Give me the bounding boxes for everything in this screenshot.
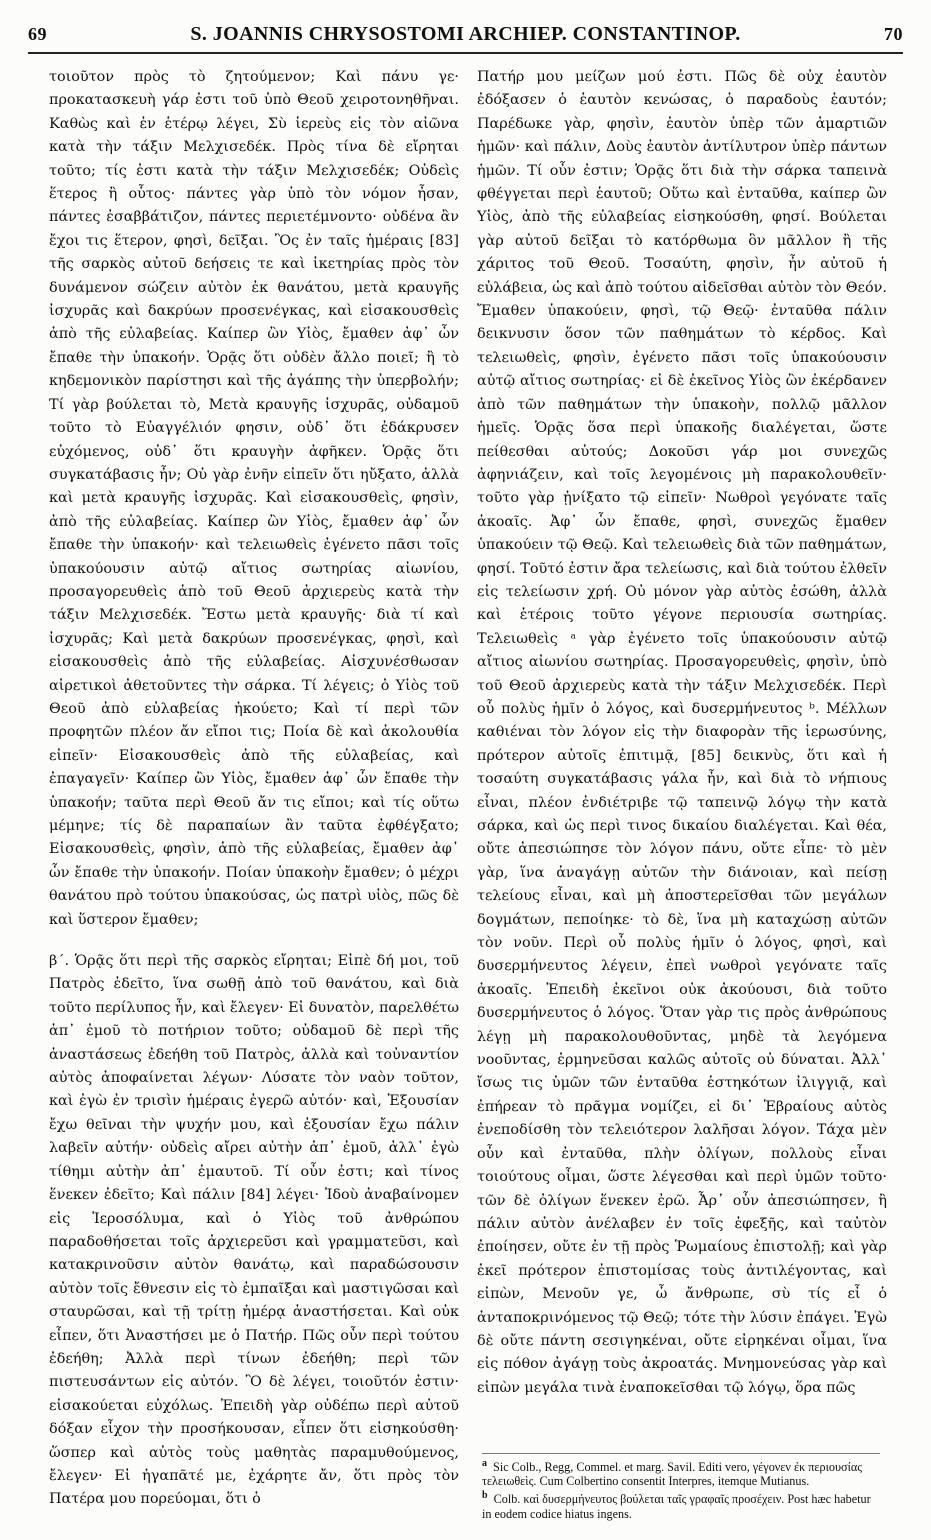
- page-number-right: 70: [884, 23, 903, 44]
- right-text-column: [477, 66, 887, 1481]
- section-spacer: [49, 932, 459, 950]
- right-paragraph: Πατήρ μου μείζων μού ἐστι. Πῶς δὲ οὐχ ἑαυτὸν ἐδόξασεν ὁ ἑαυτὸν κενώσας, ὁ παραδοὺς ἑαυτόν; Παρέδωκε γὰρ, φησὶν, ἑαυτὸν ὑπὲρ τῶν ἁμαρτιῶν ἡμῶν· καὶ πάλιν, Δοὺς ἑαυτὸν ἀντίλυτρον ὑπὲρ πάντων ἡμῶν. Τί οὖν ἐστιν; Ὁρᾷς ὅτι διὰ τὴν σάρκα ταπεινὰ φθέγγεται περὶ ἑαυτοῦ; Οὕτω καὶ ἐνταῦθα, καίπερ ὢν Υἱὸς, ἀπὸ τῆς εὐλαβείας εἰσηκούσθη, φησί. Βούλεται γὰρ αὐτοῦ δεῖξαι τὸ κατόρθωμα ὃν μᾶλλον ἢ τῆς χάριτος τοῦ Θεοῦ. Τοσαύτη, φησὶν, ἦν αὐτοῦ ἡ εὐλάβεια, ὡς καὶ ἀπὸ τούτου αἰδεῖσθαι αὐτὸν τὸν Θεόν. Ἔμαθεν ὑπακούειν, φησὶ, τῷ Θεῷ· ἐνταῦθα πάλιν δεικνυσιν ὅσον τῶν παθημάτων τὸ κέρδος. Καὶ τελειωθεὶς, φησὶν, ἐγένετο πᾶσι τοῖς ὑπακούουσιν αὐτῷ αἴτιος σωτηρίας· εἰ δὲ ἐκεῖνος Υἱὸς ὢν ἐκέρδανεν ἀπὸ τῶν παθημάτων τὴν ὑπακοὴν, πολλῷ μᾶλλον ἡμεῖς. Ὁρᾷς ὅσα περὶ ὑπακοῆς διαλέγεται, ὥστε πείθεσθαι αὐτούς; Δοκοῦσι γάρ μοι συνεχῶς ἀφηνιάζειν, καὶ τοῖς λεγομένοις μὴ παρακολουθεῖν· τοῦτο γὰρ ᾐνίξατο τῷ εἰπεῖν· Νωθροὶ γεγόνατε ταῖς ἀκοαῖς. Ἀφ᾽ ὧν ἔπαθε, φησὶ, συνεχῶς ἔμαθεν ὑπακούειν τῷ Θεῷ. Καὶ τελειωθεὶς διὰ τῶν παθημάτων, φησί. Τοῦτό ἐστιν ἄρα τελείωσις, καὶ διὰ τούτου ἐλθεῖν εἰς τελείωσιν χρή. Οὐ μόνον γὰρ αὐτὸς ἐσώθη, ἀλλὰ καὶ ἑτέροις τοῦτο γέγονε περιουσία σωτηρίας. Τελειωθεὶς ᵃ γὰρ ἐγένετο τοῖς ὑπακούουσιν αὐτῷ αἴτιος αἰωνίου σωτηρίας. Προσαγορευθεὶς, φησὶν, ὑπὸ τοῦ Θεοῦ ἀρχιερεὺς κατὰ τὴν τάξιν Μελχισεδέκ. Περὶ οὗ πολὺς ἡμῖν ὁ λόγος, καὶ δυσερμήνευτος ᵇ. Μέλλων καθιέναι τὸν λόγον εἰς τὴν διαφορὰν τῆς ἱερωσύνης, πρότερον αὐτοῖς ἐπιτιμᾷ, [85] δεικνὺς, ὅτι καὶ ἡ τοσαύτη συγκατάβασις γάλα ἦν, καὶ διὰ τὸ νήπιους εἶναι, πλέον ἐνδιέτριβε τῷ ταπεινῷ λόγῳ τὴν κατὰ σάρκα, καὶ ὡς περὶ τινος δικαίου διαλέγεται. Καὶ θέα, οὔτε ἀπεσιώπησε τὸν λόγον πάνυ, οὔτε εἶπε· τὸ μὲν γὰρ, ἵνα ἀναγάγῃ αὐτῶν τὴν διάνοιαν, καὶ πείσῃ τελείους εἶναι, καὶ μὴ ἀποστερεῖσθαι τῶν μεγάλων δογμάτων, πεποίηκε· τὸ δὲ, ἵνα μὴ καταχώσῃ αὐτῶν τὸν νοῦν. Περὶ οὗ πολὺς ἡμῖν ὁ λόγος, φησὶ, καὶ δυσερμήνευτος λέγειν, ἐπεὶ νωθροὶ γεγόνατε ταῖς ἀκοαῖς. Ἐπειδὴ ἐκεῖνοι οὐκ ἀκούουσι, διὰ τοῦτο δυσερμήνευτος ὁ λόγος. Ὅταν γὰρ τις πρὸς ἀνθρώπους λέγῃ μὴ παρακολουθοῦντας, μηδὲ τὰ λεγόμενα νοοῦντας, ἑρμηνεῦσαι καλῶς αὐτοῖς οὐ δύναται. Ἀλλ᾽ ἴσως τις ὑμῶν τῶν ἐνταῦθα ἑστηκότων ἰλιγγιᾷ, καὶ ἐπήρεαν τὸ πρᾶγμα νομίζει, εἰ δι᾽ Ἑβραίους αὐτὸς ἐνεποδίσθη τὸν τελειότερον λαλῆσαι λόγον. Τάχα μὲν οὖν καὶ ἐνταῦθα, πλὴν ὀλίγων, πολλοὺς εἶναι τοιούτους οἶμαι, ὥστε λέγεσθαι καὶ περὶ ὑμῶν τοῦτο· τῶν δὲ ὀλίγων ἕνεκεν ἐρῶ. Ἆρ᾽ οὖν ἀπεσιώπησεν, ἢ πάλιν αὐτὸν ἀνέλαβεν ἐν τοῖς ἐφεξῆς, καὶ ταὐτὸν ἐποίησεν, οὔτε ἐν τῇ πρὸς Ῥωμαίους ἐπιστολῇ; καὶ γὰρ ἐκεῖ πρότερον ἐπιστομίσας τοὺς ἀντιλέγοντας, καὶ εἰπὼν, Μενοῦν γε, ὦ ἄνθρωπε, σὺ τίς εἶ ὁ ἀνταποκρινόμενος τῷ Θεῷ; τότε τὴν λύσιν ἐπάγει. Ἐγὼ δὲ οὔτε πάντη σεσιγηκέναι, οὔτε εἰρηκέναι οἶμαι, ἵνα εἰς πόθον ἀγάγῃ τοὺς ἀκροατάς. Μνημονεύσας γὰρ καὶ εἰπὼν μεγάλα τινὰ ἐναποκεῖσθαι τῷ λόγῳ, ὅρα πῶς: [477, 69, 887, 1396]
- left-paragraph: β΄. Ὁρᾷς ὅτι περὶ τῆς σαρκὸς εἴρηται; Εἰπὲ δή μοι, τοῦ Πατρὸς ἐδεῖτο, ἵνα σωθῇ ἀπὸ τοῦ θανάτου, καὶ διὰ τοῦτο περίλυπος ἦν, καὶ ἔλεγεν· Εἰ δυνατὸν, παρελθέτω ἀπ᾽ ἐμοῦ τὸ ποτήριον τοῦτο; οὐδαμοῦ δὲ περὶ τῆς ἀναστάσεως ἐδεήθη τοῦ Πατρὸς, ἀλλὰ καὶ τοὐναντίον αὐτὸς ἀποφαίνεται λέγων· Λύσατε τὸν ναὸν τοῦτον, καὶ ἐγὼ ἐν τρισὶν ἡμέραις ἐγερῶ αὐτόν· καὶ, Ἐξουσίαν ἔχω θεῖναι τὴν ψυχήν μου, καὶ ἐξουσίαν ἔχω πάλιν λαβεῖν αὐτήν· οὐδεὶς αἴρει αὐτὴν ἀπ᾽ ἐμοῦ, ἀλλ᾽ ἐγὼ τίθημι αὐτὴν ἀπ᾽ ἐμαυτοῦ. Τί οὖν ἐστι; καὶ τίνος ἕνεκεν ἐδεῖτο; Καὶ πάλιν [84] λέγει· Ἰδοὺ ἀναβαίνομεν εἰς Ἱεροσόλυμα, καὶ ὁ Υἱὸς τοῦ ἀνθρώπου παραδοθήσεται τοῖς ἀρχιερεῦσι καὶ γραμματεῦσι, καὶ κατακρινοῦσιν αὐτὸν θανάτῳ, καὶ παραδώσουσιν αὐτὸν τοῖς ἔθνεσιν εἰς τὸ ἐμπαῖξαι καὶ μαστιγῶσαι καὶ σταυρῶσαι, καὶ τῇ τρίτῃ ἡμέρᾳ ἀναστήσεται. Καὶ οὐκ εἶπεν, ὅτι Ἀναστήσει με ὁ Πατήρ. Πῶς οὖν περὶ τούτου ἐδεήθη; Ἀλλὰ περὶ τίνων ἐδεήθη; περὶ τῶν πιστευσάντων εἰς αὐτόν. Ὃ δὲ λέγει, τοιοῦτόν ἐστιν· εἰσακούεται εὐχόλως. Ἐπειδὴ γὰρ οὐδέπω περὶ αὐτοῦ δόξαν εἶχον τὴν προσήκουσαν, εἶπεν ὅτι εἰσηκούσθη· ὥσπερ καὶ αὐτὸς τοὺς μαθητὰς παραμυθούμενος, ἔλεγεν· Εἰ ἠγαπᾶτέ με, ἐχάρητε ἄν, ὅτι πρὸς τὸν Πατέρα μου πορεύομαι, ὅτι ὁ: [49, 953, 459, 1508]
- footnote-mark-b: b: [482, 1490, 488, 1502]
- footnote-a: [482, 1457, 880, 1488]
- footnote-text-a: Sic Colb., Regg, Commel. et marg. Savil. Editi vero, γέγονεν ἐκ περιουσίας τελειωθεὶς. Cum Colbertino consentit Interpres, itemque Mutianus.: [482, 1460, 863, 1489]
- left-text-column: [49, 66, 459, 1526]
- left-paragraph: τοιοῦτον πρὸς τὸ ζητούμενον; Καὶ πάνυ γε· προκατασκευὴ γάρ ἐστι τοῦ ὑπὸ Θεοῦ χειροτονηθῆναι. Καθὼς καὶ ἐν ἑτέρῳ λέγει, Σὺ ἱερεὺς εἰς τὸν αἰῶνα κατὰ τὴν τάξιν Μελχισεδέκ. Πρὸς τίνα δὲ εἴρηται τοῦτο; τίς ἐστι κατὰ τὴν τάξιν Μελχισεδέκ; Οὐδεὶς ἕτερος ἢ οὗτος· πάντες γὰρ ὑπὸ τὸν νόμον ἦσαν, πάντες ἐσαββάτιζον, πάντες περιετέμνοντο· οὐδένα ἂν ἔχοι τις ἕτερον, φησὶ, δεῖξαι. Ὃς ἐν ταῖς ἡμέραις [83] τῆς σαρκὸς αὐτοῦ δεήσεις τε καὶ ἱκετηρίας πρὸς τὸν δυνάμενον σώζειν αὐτὸν ἐκ θανάτου, μετὰ κραυγῆς ἰσχυρᾶς καὶ δακρύων προσενέγκας, καὶ εἰσακουσθεὶς ἀπὸ τῆς εὐλαβείας. Καίπερ ὢν Υἱὸς, ἔμαθεν ἀφ᾽ ὧν ἔπαθε τὴν ὑπακοήν. Ὁρᾷς ὅτι οὐδὲν ἄλλο ποιεῖ; ἢ τὸ κηδεμονικὸν παρίστησι καὶ τῆς ἀγάπης τὴν ὑπερβολήν; Τί γὰρ βούλεται τὸ, Μετὰ κραυγῆς ἰσχυρᾶς, οὐδαμοῦ τοῦτο τὸ Εὐαγγέλιόν φησιν, οὐδ᾽ ὅτι ἐδάκρυσεν εὐχόμενος, οὐδ᾽ ὅτι κραυγὴν ἀφῆκεν. Ὁρᾷς ὅτι συγκατάβασις ἦν; Οὐ γὰρ ἐνῆν εἰπεῖν ὅτι ηὔξατο, ἀλλὰ καὶ μετὰ κραυγῆς ἰσχυρᾶς. Καὶ εἰσακουσθεὶς, φησὶν, ἀπὸ τῆς εὐλαβείας. Καίπερ ὢν Υἱὸς, ἔμαθεν ἀφ᾽ ὧν ἔπαθε τὴν ὑπακοήν· καὶ τελειωθεὶς ἐγένετο πᾶσι τοῖς ὑπακούουσιν αὐτῷ αἴτιος σωτηρίας αἰωνίου, προσαγορευθεὶς ἀπὸ τοῦ Θεοῦ ἀρχιερεὺς κατὰ τὴν τάξιν Μελχισεδέκ. Ἔστω μετὰ κραυγῆς· διὰ τί καὶ ἰσχυρᾶς; Καὶ μετὰ δακρύων προσενέγκας, φησὶ, καὶ εἰσακουσθεὶς ἀπὸ τῆς εὐλαβείας. Αἰσχυνέσθωσαν αἱρετικοὶ ἀθετοῦντες τὴν σάρκα. Τί λέγεις; ὁ Υἱὸς τοῦ Θεοῦ ἀπὸ εὐλαβείας ἠκούετο; Καὶ τί περὶ τῶν προφητῶν πλέον ἄν εἴποι τις; Ποία δὲ καὶ ἀκολουθία εἰπεῖν· Εἰσακουσθεὶς ἀπὸ τῆς εὐλαβείας, καὶ ἐπαγαγεῖν· Καίπερ ὢν Υἱὸς, ἔμαθεν ἀφ᾽ ὧν ἔπαθε τὴν ὑπακοήν; ταῦτα περὶ Θεοῦ ἄν τις εἴποι; καὶ τίς οὕτω μέμηνε; τίς δὲ παραπαίων ἂν ταῦτα ἐφθέγξατο; Εἰσακουσθεὶς, φησὶν, ἀπὸ τῆς εὐλαβείας, ἔμαθεν ἀφ᾽ ὧν ἔπαθε τὴν ὑπακοήν. Ποίαν ὑπακοὴν ἔμαθεν; ὁ μέχρι θανάτου πρὸ τούτου ὑπακούσας, ὡς πατρὶ υἱὸς, πῶς δὲ καὶ ὕστερον ἔμαθεν;: [49, 69, 459, 928]
- footnotes: [482, 1453, 880, 1522]
- footnote-b: [482, 1489, 880, 1520]
- running-title: S. JOANNIS CHRYSOSTOMI ARCHIEP. CONSTANTINOP.: [190, 22, 741, 45]
- footnote-text-b: Colb. καὶ δυσερμήνευτος βούλεται ταῖς γραφαῖς προσέχειν. Post hæc habetur in eodem codice hiatus ingens.: [482, 1492, 871, 1521]
- page-number-left: 69: [28, 23, 47, 44]
- running-header: [28, 16, 903, 54]
- footnote-mark-a: a: [482, 1458, 487, 1469]
